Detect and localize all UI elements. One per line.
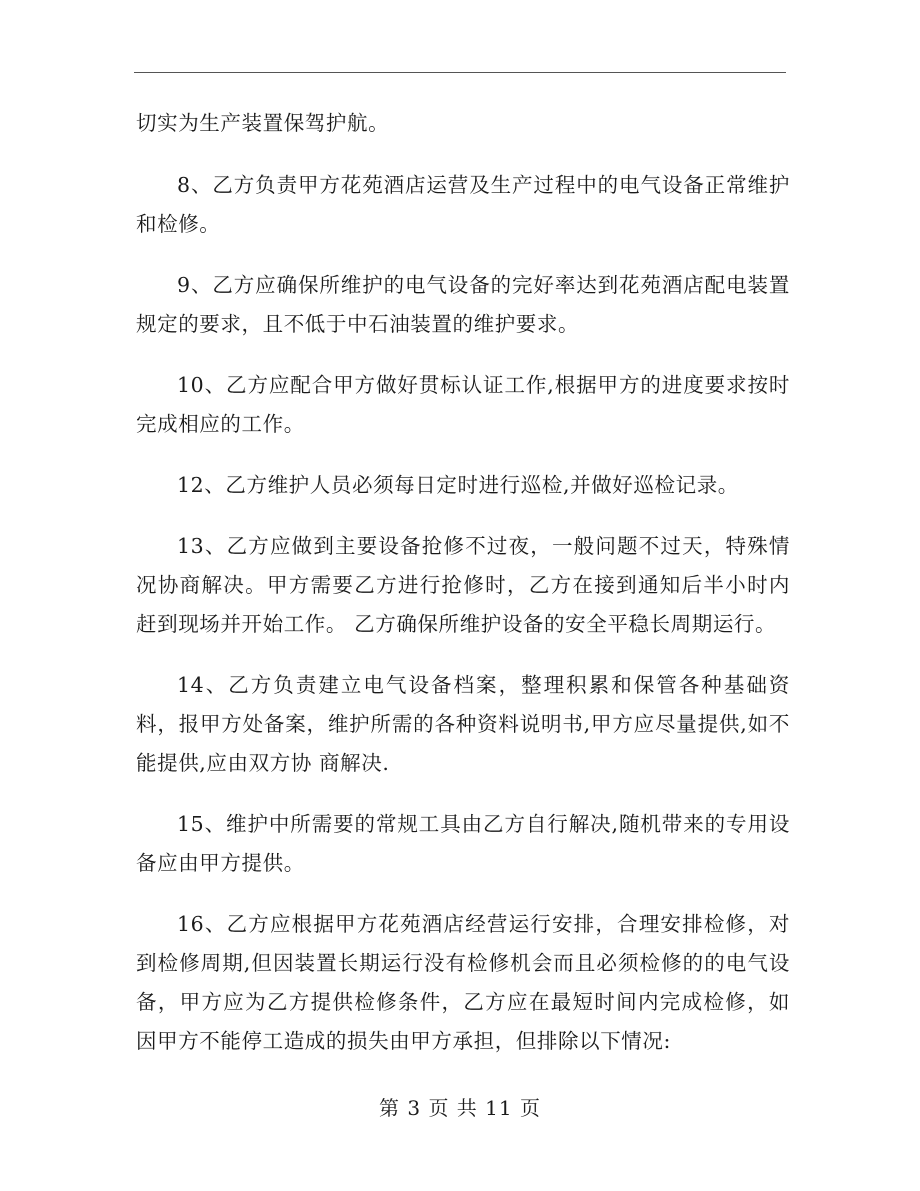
paragraph-clause-14: 14、乙方负责建立电气设备档案，整理积累和保管各种基础资料，报甲方处备案，维护所需的各种资料说明书,甲方应尽量提供,如不能提供,应由双方协 商解决.: [136, 673, 790, 775]
document-body: [136, 104, 790, 1083]
paragraph-clause-8: 8、乙方负责甲方花苑酒店运营及生产过程中的电气设备正常维护和检修。: [136, 173, 790, 236]
header-rule: [134, 72, 786, 73]
paragraph-clause-9: 9、乙方应确保所维护的电气设备的完好率达到花苑酒店配电装置规定的要求，且不低于中石油装置的维护要求。: [136, 273, 790, 336]
paragraph-clause-13: 13、乙方应做到主要设备抢修不过夜，一般问题不过天，特殊情况协商解决。甲方需要乙方进行抢修时，乙方在接到通知后半小时内赶到现场并开始工作。 乙方确保所维护设备的安全平稳长周期运行。: [136, 534, 790, 636]
page-footer: 第 3 页 共 11 页: [379, 1096, 541, 1120]
paragraph-continuation: 切实为生产装置保驾护航。: [136, 111, 390, 135]
paragraph-clause-16: 16、乙方应根据甲方花苑酒店经营运行安排，合理安排检修，对到检修周期,但因装置长期运行没有检修机会而且必须检修的的电气设备，甲方应为乙方提供检修条件，乙方应在最短时间内完成检修，如因甲方不能停工造成的损失由甲方承担，但排除以下情况:: [136, 912, 790, 1053]
paragraph-clause-10: 10、乙方应配合甲方做好贯标认证工作,根据甲方的进度要求按时完成相应的工作。: [136, 373, 790, 436]
paragraph-clause-12: 12、乙方维护人员必须每日定时进行巡检,并做好巡检记录。: [177, 473, 739, 497]
paragraph-clause-15: 15、维护中所需要的常规工具由乙方自行解决,随机带来的专用设备应由甲方提供。: [136, 812, 790, 875]
